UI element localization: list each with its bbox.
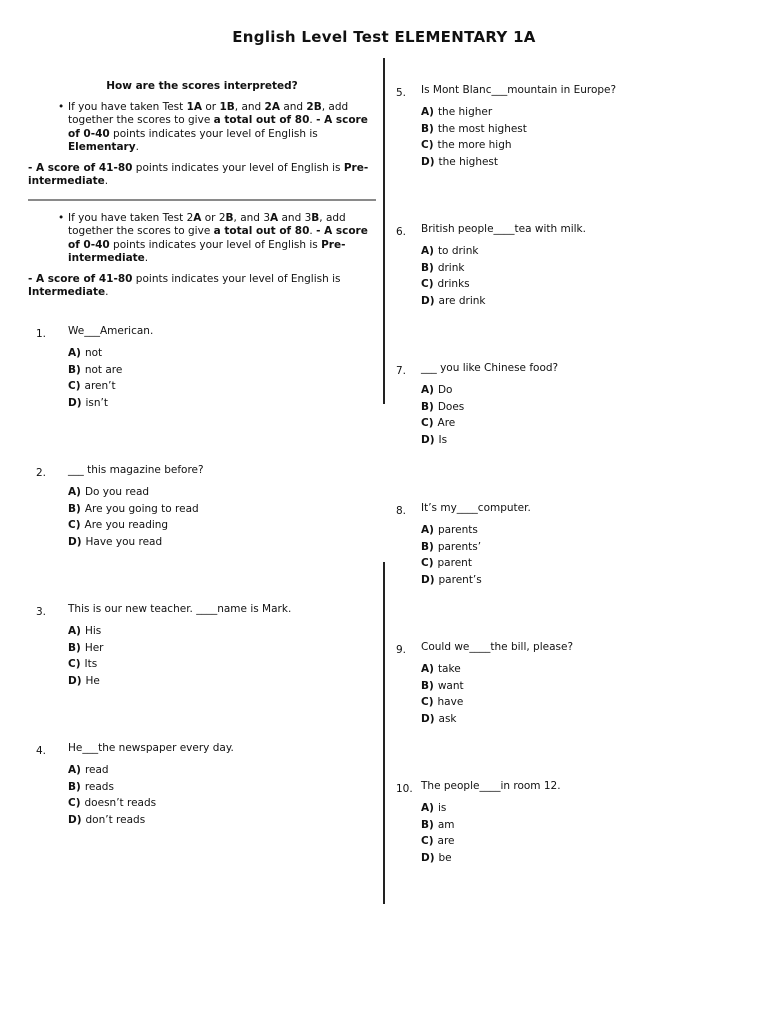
option-a[interactable]: A) not	[68, 347, 103, 359]
option-c[interactable]: C) are	[421, 835, 455, 847]
option-c[interactable]: C) Its	[68, 658, 98, 670]
option-d[interactable]: D) are drink	[421, 294, 486, 307]
question-number: 2.	[36, 467, 47, 479]
question-8	[396, 502, 531, 588]
question-text: Could we____the bill, please?	[421, 641, 574, 653]
option-b[interactable]: B) Her	[68, 641, 104, 654]
option-a[interactable]: A) His	[68, 625, 102, 637]
column-divider-bottom	[383, 562, 385, 904]
score-bullet-1: • If you have taken Test 1A or 1B, and 2A and 2B, add together the scores to give a total out of 80. - A score of 0-40 points indicates your level of English is Elementary.	[58, 101, 368, 153]
option-a[interactable]: A) to drink	[421, 245, 479, 257]
option-a[interactable]: A) is	[421, 802, 447, 814]
option-d[interactable]: D) be	[421, 851, 452, 864]
question-5	[396, 84, 617, 170]
score-interpretation	[28, 80, 376, 299]
option-b[interactable]: B) Does	[421, 400, 465, 413]
option-c[interactable]: C) have	[421, 696, 464, 708]
question-number: 6.	[396, 226, 407, 238]
question-number: 3.	[36, 606, 47, 618]
question-number: 10.	[396, 783, 413, 795]
question-number: 7.	[396, 365, 407, 377]
question-text: Is Mont Blanc___mountain in Europe?	[421, 84, 617, 96]
question-3	[36, 603, 292, 689]
question-number: 9.	[396, 644, 407, 656]
option-b[interactable]: B) drink	[421, 261, 465, 274]
option-c[interactable]: C) Are you reading	[68, 519, 169, 531]
option-c[interactable]: C) drinks	[421, 278, 470, 290]
column-divider-top	[383, 58, 385, 404]
option-d[interactable]: D) ask	[421, 712, 457, 725]
option-c[interactable]: C) aren’t	[68, 380, 116, 392]
option-a[interactable]: A) take	[421, 663, 461, 675]
page-title: English Level Test ELEMENTARY 1A	[232, 28, 536, 46]
question-text: ___ you like Chinese food?	[421, 362, 559, 374]
question-text: We___American.	[68, 325, 154, 337]
option-c[interactable]: C) the more high	[421, 139, 512, 151]
option-b[interactable]: B) not are	[68, 363, 123, 376]
question-9	[396, 641, 574, 727]
option-b[interactable]: B) parents’	[421, 540, 482, 553]
question-4	[36, 742, 234, 828]
option-a[interactable]: A) read	[68, 764, 109, 776]
bullet-icon: •	[58, 101, 65, 113]
question-number: 1.	[36, 328, 47, 340]
question-text: This is our new teacher. ____name is Mark.	[68, 603, 292, 615]
question-6	[396, 223, 586, 309]
option-a[interactable]: A) parents	[421, 524, 478, 536]
score-line-2: - A score of 41-80 points indicates your level of English is Intermediate.	[28, 273, 341, 299]
option-d[interactable]: D) He	[68, 674, 100, 687]
score-bullet-2: • If you have taken Test 2A or 2B, and 3A and 3B, add together the scores to give a total out of 80. - A score of 0-40 points indicates your level of English is Pre-intermediate.	[58, 212, 368, 265]
option-d[interactable]: D) isn’t	[68, 396, 109, 409]
option-c[interactable]: C) Are	[421, 417, 456, 429]
scores-heading: How are the scores interpreted?	[106, 80, 298, 92]
question-number: 4.	[36, 745, 47, 757]
question-text: The people____in room 12.	[421, 780, 561, 792]
question-text: British people____tea with milk.	[421, 223, 586, 235]
option-d[interactable]: D) don’t reads	[68, 813, 146, 826]
option-d[interactable]: D) the highest	[421, 155, 499, 168]
option-b[interactable]: B) Are you going to read	[68, 502, 199, 515]
option-d[interactable]: D) parent’s	[421, 573, 482, 586]
question-text: He___the newspaper every day.	[68, 742, 234, 754]
option-c[interactable]: C) doesn’t reads	[68, 797, 157, 809]
option-b[interactable]: B) reads	[68, 780, 114, 793]
option-b[interactable]: B) am	[421, 818, 455, 831]
option-b[interactable]: B) want	[421, 679, 464, 692]
question-2	[36, 464, 204, 550]
option-b[interactable]: B) the most highest	[421, 122, 527, 135]
bullet-icon: •	[58, 212, 65, 225]
option-a[interactable]: A) the higher	[421, 106, 493, 118]
option-d[interactable]: D) Have you read	[68, 535, 163, 548]
option-a[interactable]: A) Do you read	[68, 486, 150, 498]
option-d[interactable]: D) Is	[421, 433, 448, 446]
question-text: ___ this magazine before?	[68, 464, 204, 476]
question-number: 8.	[396, 505, 407, 517]
section-separator	[28, 199, 376, 201]
question-10	[396, 780, 561, 866]
option-c[interactable]: C) parent	[421, 557, 472, 569]
score-line-1: - A score of 41-80 points indicates your level of English is Pre-intermediate.	[28, 162, 369, 188]
question-number: 5.	[396, 87, 407, 99]
question-7	[396, 362, 559, 448]
option-a[interactable]: A) Do	[421, 384, 453, 396]
question-text: It’s my____computer.	[421, 502, 531, 514]
question-1	[36, 325, 154, 411]
